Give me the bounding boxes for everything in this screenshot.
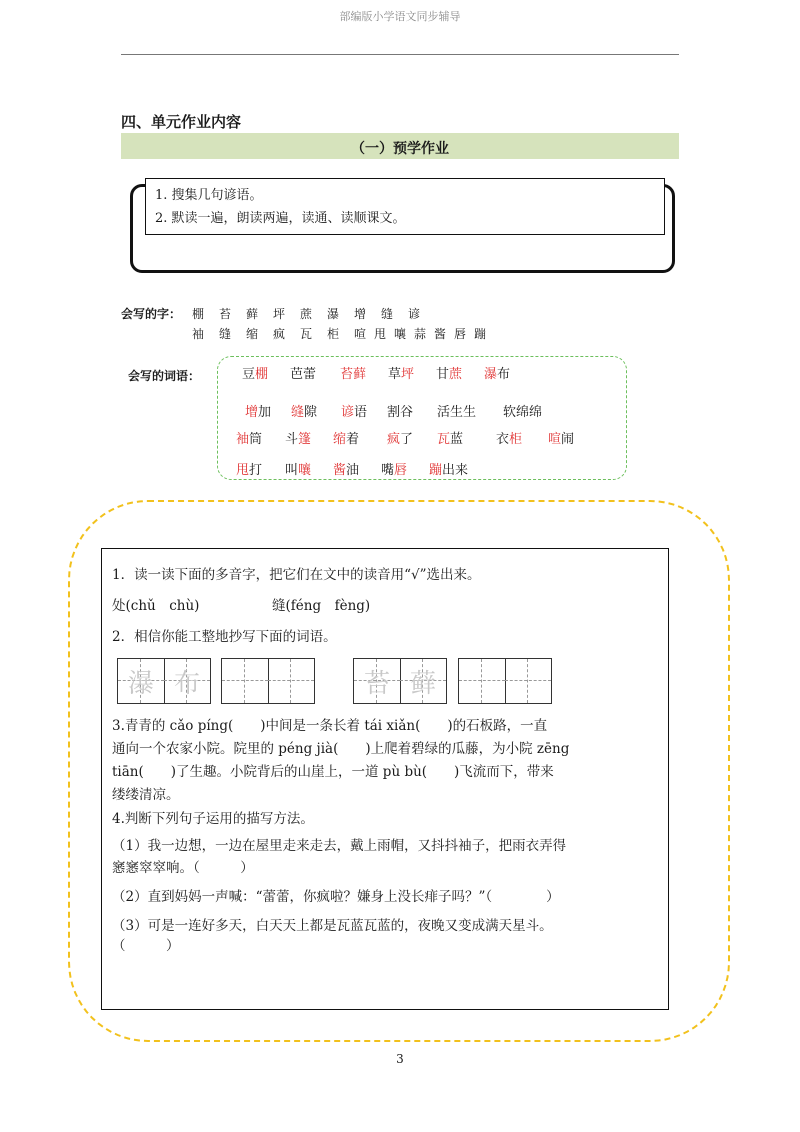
- word-part: 隙: [304, 405, 318, 420]
- question-4-2: （2）直到妈妈一声喊：“蕾蕾，你疯啦？嫌身上没长痱子吗？”（ ）: [112, 889, 560, 905]
- writing-grid-2[interactable]: [221, 658, 315, 704]
- question-4-3-line-2: （ ）: [112, 938, 180, 954]
- word-part-red: 增: [245, 405, 259, 420]
- word-part: 豆: [242, 367, 256, 382]
- word-part: 活生生: [437, 405, 477, 420]
- char: 棚: [192, 307, 205, 321]
- word: [333, 459, 359, 478]
- write-chars-label: 会写的字：: [121, 307, 182, 321]
- word: [290, 363, 316, 382]
- word-part-red: 甩: [236, 463, 250, 478]
- grid-char: 苔: [363, 669, 390, 699]
- char: 缩: [246, 327, 259, 341]
- word-part-red: 瀑: [484, 367, 498, 382]
- char: 唇: [454, 327, 467, 341]
- word-part: 嘴: [381, 463, 395, 478]
- char: 疯: [273, 327, 286, 341]
- word: [340, 363, 366, 382]
- word-part-red: 酱: [333, 463, 347, 478]
- word-part: 打: [249, 463, 263, 478]
- word-part: 芭蕾: [290, 367, 317, 382]
- writing-grid-1: [117, 658, 211, 704]
- word: [285, 459, 311, 478]
- question-3-line-1: 3.青青的 cǎo píng( )中间是一条长着 tái xiǎn( )的石板路，一直: [112, 718, 548, 734]
- char: 缝: [381, 307, 394, 321]
- word-part-red: 蔗: [449, 367, 463, 382]
- word-part: 草: [388, 367, 402, 382]
- word: [387, 428, 413, 447]
- word: [496, 428, 522, 447]
- question-2: 2．相信你能工整地抄写下面的词语。: [112, 629, 337, 645]
- word: [388, 363, 414, 382]
- word: [291, 401, 317, 420]
- word-part: 割谷: [387, 405, 414, 420]
- question-1-option-b: 缝(féng fèng): [272, 598, 371, 614]
- word-part-red: 缝: [291, 405, 305, 420]
- char: 甩: [374, 327, 387, 341]
- words-box: [217, 356, 627, 480]
- word: [242, 363, 268, 382]
- word-part-red: 谚: [341, 405, 355, 420]
- write-chars-row-2: [192, 325, 494, 342]
- word: [437, 428, 463, 447]
- question-3-line-4: 缕缕清凉。: [112, 787, 180, 803]
- question-3-line-2: 通向一个农家小院。院里的 péng jià( )上爬着碧绿的瓜藤，为小院 zēng: [112, 741, 570, 757]
- word-part-red: 蹦: [429, 463, 443, 478]
- word: [548, 428, 574, 447]
- grid-char: 藓: [409, 669, 436, 699]
- word: [245, 401, 271, 420]
- char: 柜: [327, 327, 340, 341]
- word-part: 斗: [285, 432, 299, 447]
- word-part-red: 棚: [255, 367, 269, 382]
- word: [333, 428, 359, 447]
- word-part: 出来: [442, 463, 469, 478]
- word: [484, 363, 510, 382]
- word-part: 叫: [285, 463, 299, 478]
- char: 缝: [219, 327, 232, 341]
- word: [387, 401, 413, 420]
- char: 增: [354, 307, 367, 321]
- word-part: 蓝: [450, 432, 464, 447]
- char: 嚷: [394, 327, 407, 341]
- word-part: 软绵绵: [503, 405, 543, 420]
- header-rule: [121, 54, 679, 55]
- word-part-red: 瓦: [437, 432, 451, 447]
- word-part: 闹: [561, 432, 575, 447]
- word: [436, 363, 462, 382]
- word-part-red: 柜: [509, 432, 523, 447]
- prep-item-2: 2. 默读一遍，朗读两遍，读通、读顺课文。: [155, 211, 406, 226]
- word-part-red: 苔藓: [340, 367, 367, 382]
- page-header: 部编版小学语文同步辅导: [339, 10, 461, 23]
- question-1: 1．读一读下面的多音字，把它们在文中的读音用“√”选出来。: [112, 567, 481, 583]
- char: 苔: [219, 307, 232, 321]
- word: [381, 459, 407, 478]
- word-part: 了: [400, 432, 414, 447]
- writing-grid-3: [353, 658, 447, 704]
- char: 酱: [434, 327, 447, 341]
- char: 袖: [192, 327, 205, 341]
- word-part: 布: [497, 367, 511, 382]
- question-1-option-a: 处(chǔ chù): [112, 598, 200, 614]
- char: 瀑: [327, 307, 340, 321]
- prep-item-1: 1. 搜集几句谚语。: [155, 188, 263, 203]
- char: 喧: [354, 327, 367, 341]
- question-3-line-3: tiān( )了生趣。小院背后的山崖上，一道 pù bù( )飞流而下，带来: [112, 764, 554, 780]
- char: 蔗: [300, 307, 313, 321]
- char: 蒜: [414, 327, 427, 341]
- word-part-red: 缩: [333, 432, 347, 447]
- word-part-red: 篷: [298, 432, 312, 447]
- char: 谚: [408, 307, 421, 321]
- word-part-red: 喧: [548, 432, 562, 447]
- question-4-3-line-1: （3）可是一连好多天，白天天上都是瓦蓝瓦蓝的，夜晚又变成满天星斗。: [112, 918, 553, 934]
- question-4-1-line-1: （1）我一边想，一边在屋里走来走去，戴上雨帽，又抖抖袖子，把雨衣弄得: [112, 838, 567, 854]
- word-part-red: 袖: [236, 432, 250, 447]
- word-part-red: 嚷: [298, 463, 312, 478]
- write-chars-row-1: [192, 305, 435, 322]
- word-part: 加: [258, 405, 272, 420]
- char: 藓: [246, 307, 259, 321]
- writing-grid-4[interactable]: [458, 658, 552, 704]
- word: [285, 428, 311, 447]
- word: [437, 401, 476, 420]
- word-part-red: 唇: [394, 463, 408, 478]
- char: 瓦: [300, 327, 313, 341]
- page-number: 3: [396, 1052, 404, 1066]
- question-4: 4.判断下列句子运用的描写方法。: [112, 811, 314, 827]
- char: 蹦: [474, 327, 487, 341]
- word: [236, 459, 262, 478]
- word: [341, 401, 367, 420]
- word-part: 衣: [496, 432, 510, 447]
- word: [429, 459, 468, 478]
- subtitle: （一）预学作业: [351, 141, 449, 157]
- word-part: 语: [354, 405, 368, 420]
- word: [236, 428, 262, 447]
- grid-char: 瀑: [127, 669, 154, 699]
- grid-char: 布: [173, 669, 200, 699]
- question-4-1-line-2: 窸窸窣窣响。（ ）: [112, 860, 254, 876]
- word-part: 甘: [436, 367, 450, 382]
- word-part: 着: [346, 432, 360, 447]
- word-part-red: 坪: [401, 367, 415, 382]
- word-part: 筒: [249, 432, 263, 447]
- section-title: 四、单元作业内容: [121, 113, 242, 131]
- word-part: 油: [346, 463, 360, 478]
- write-words-label: 会写的词语：: [128, 369, 201, 383]
- word-part-red: 疯: [387, 432, 401, 447]
- word: [503, 401, 542, 420]
- char: 坪: [273, 307, 286, 321]
